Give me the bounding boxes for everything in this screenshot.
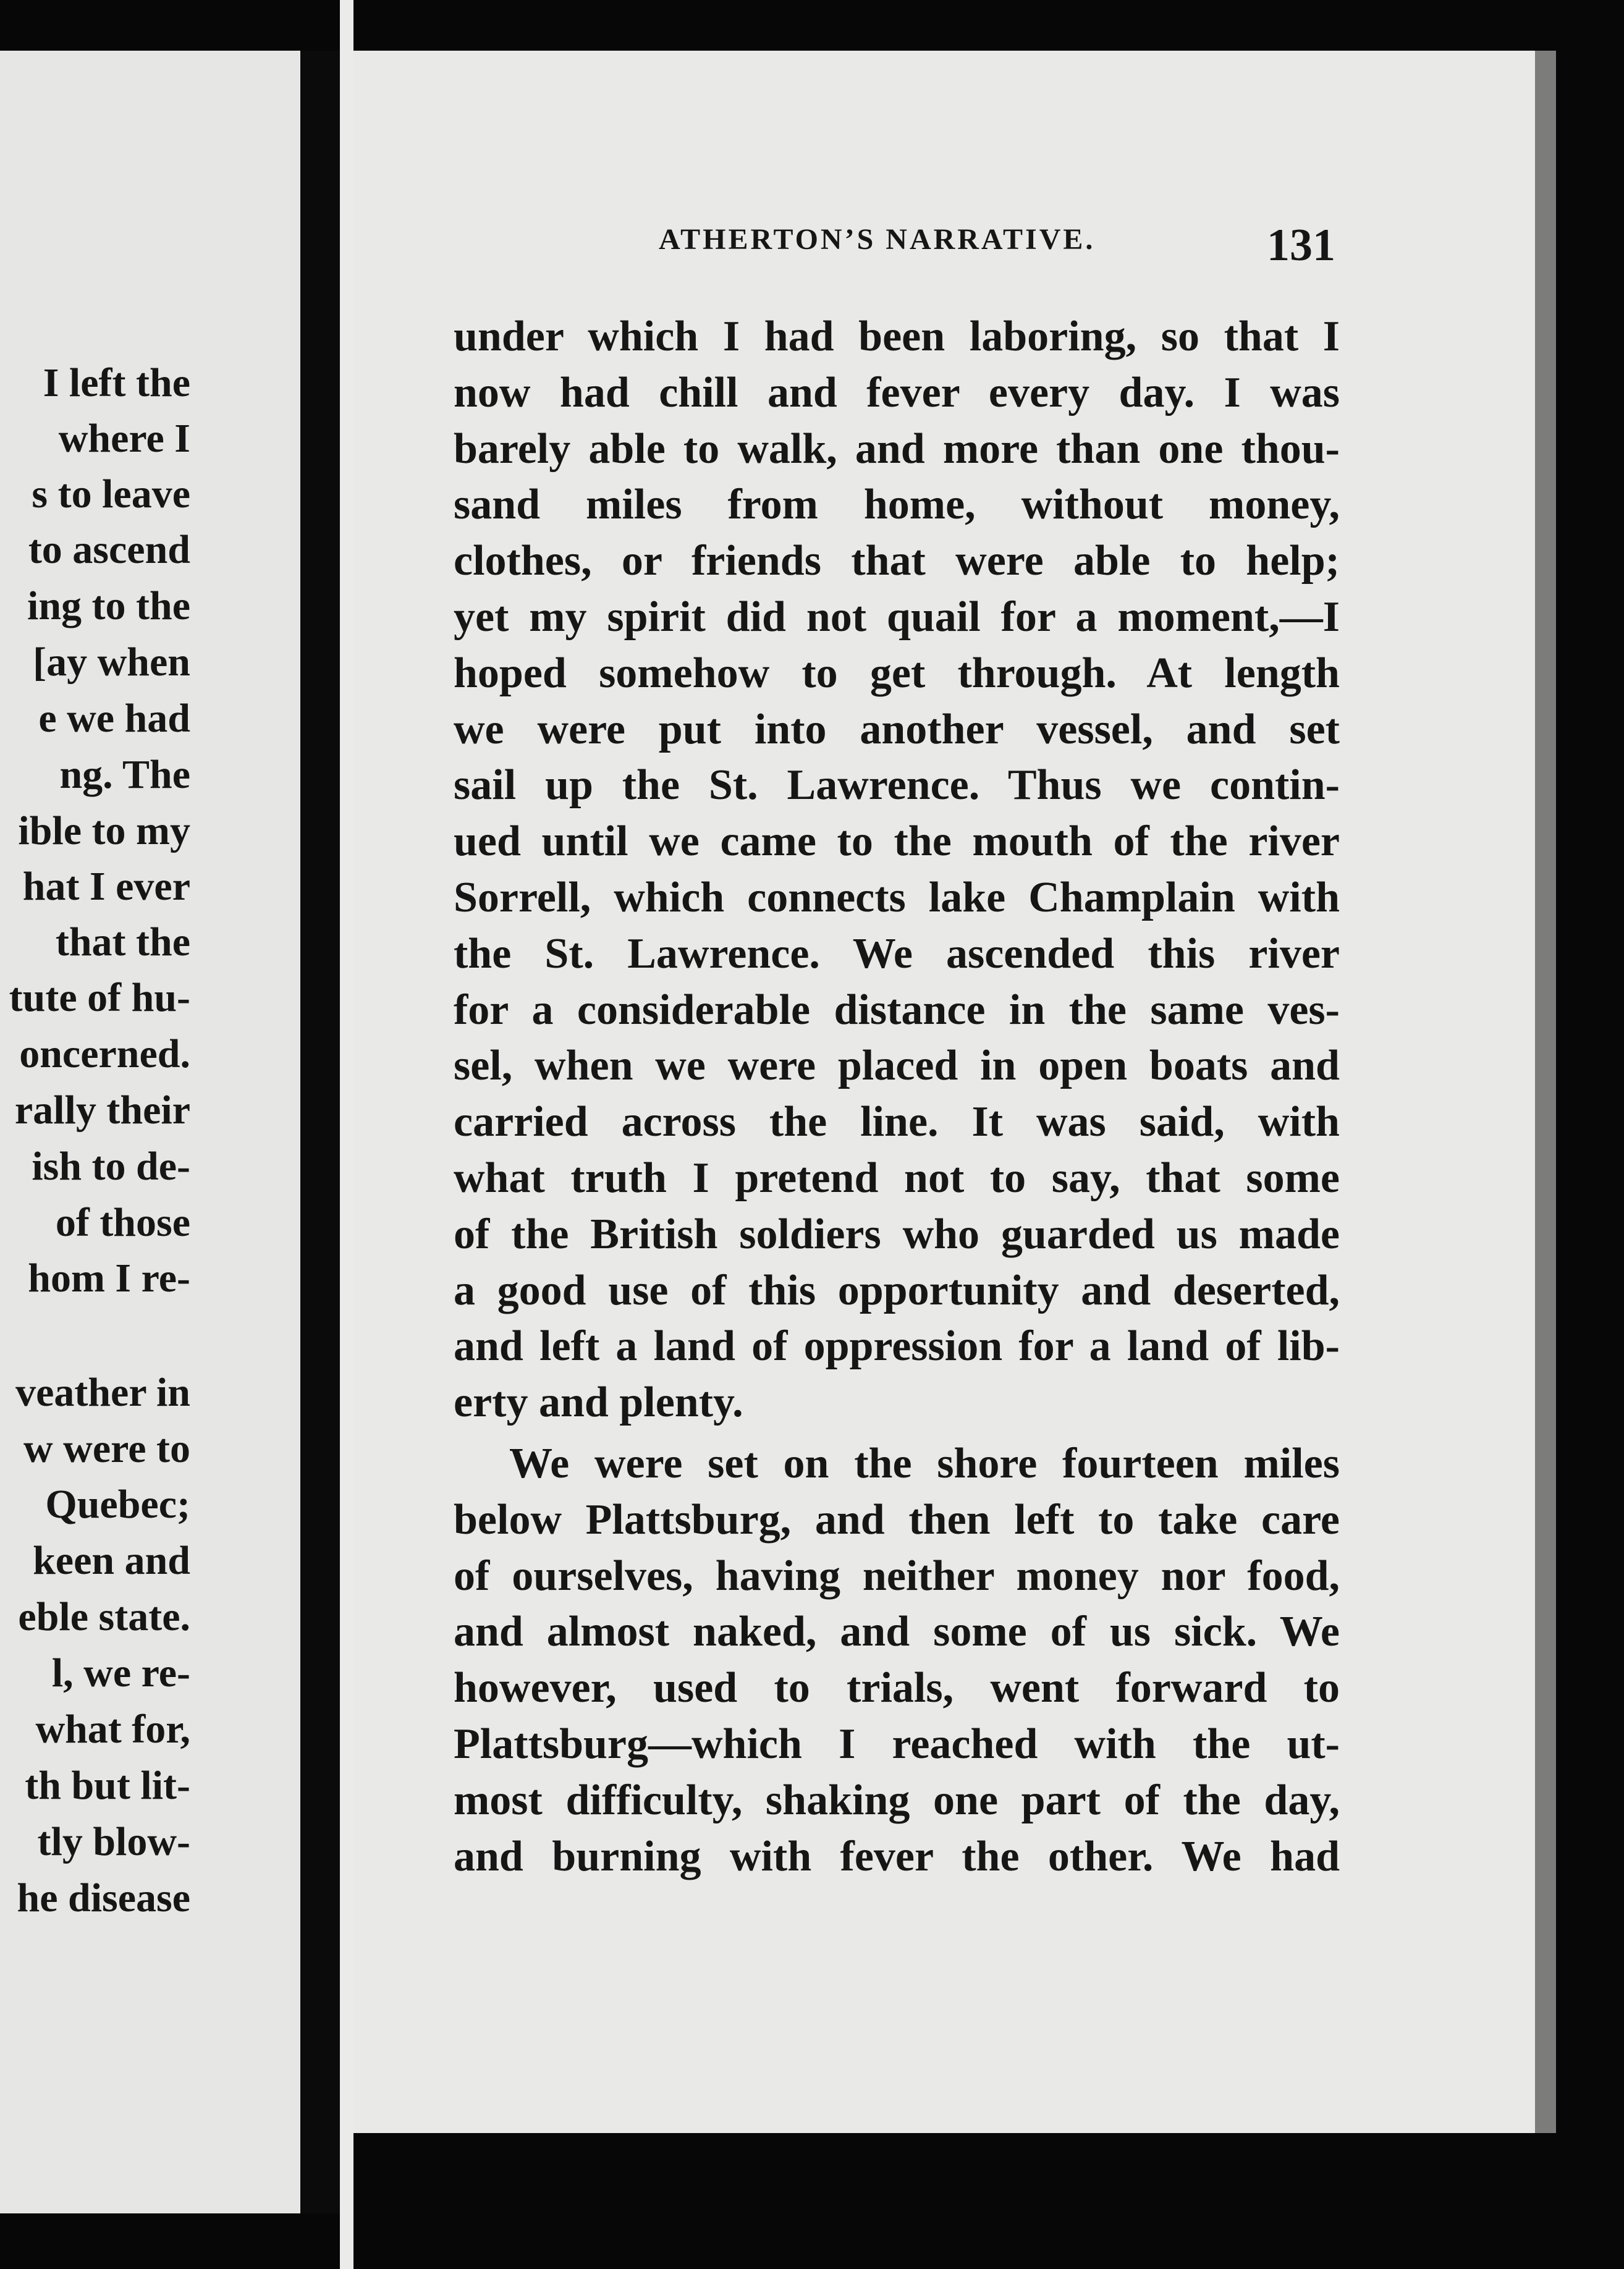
left-page-line: where I [58,416,190,461]
left-page-line: of those [55,1200,190,1245]
left-page-line: tly blow- [37,1819,190,1864]
text-line: a good use of this opportunity and deserted, [454,1266,1340,1314]
text-line: of the British soldiers who guarded us made [454,1210,1340,1258]
text-line: we were put into another vessel, and set [454,705,1340,753]
left-page-line: that the [55,919,190,965]
text-line: under which I had been laboring, so that I [454,313,1340,360]
left-page-line: ible to my [18,808,190,853]
text-line: the St. Lawrence. We ascended this river [454,929,1340,978]
left-page-line: [ay when [33,640,190,685]
left-page-line: l, we re- [51,1650,190,1696]
left-page-line: Quebec; [45,1482,190,1527]
text-line: of ourselves, having neither money nor food, [454,1552,1340,1600]
left-page-line: w were to [23,1426,190,1471]
left-page-line: keen and [33,1538,190,1583]
text-line: hoped somehow to get through. At length [454,649,1340,697]
text-line: Sorrell, which connects lake Champlain with [454,873,1340,921]
text-line: sel, when we were placed in open boats and [454,1042,1340,1090]
left-page-line: th but lit- [25,1763,190,1808]
text-line: yet my spirit did not quail for a moment,—I [454,593,1340,641]
left-page-line: e we had [38,696,190,741]
left-page-line: ing to the [27,583,190,628]
book-gutter [300,51,340,2213]
text-line: most difficulty, shaking one part of the day, [454,1776,1340,1824]
left-page-line: s to leave [32,471,190,517]
right-page-edge [1535,51,1556,2133]
text-line: below Plattsburg, and then left to take care [454,1495,1340,1544]
text-line: now had chill and fever every day. I was [454,368,1340,416]
running-header: ATHERTON’S NARRATIVE. [659,223,1096,256]
left-page-line: hom I re- [28,1256,190,1301]
page-number: 131 [1267,220,1335,271]
text-line: sail up the St. Lawrence. Thus we contin- [454,761,1340,809]
left-page-line: veather in [15,1370,190,1415]
text-line: however, used to trials, went forward to [454,1664,1340,1712]
text-line: sand miles from home, without money, [454,481,1340,529]
left-page-line: what for, [35,1707,190,1752]
text-line: erty and plenty. [454,1379,743,1427]
left-page-line: to ascend [28,527,190,572]
text-line: barely able to walk, and more than one thou- [454,425,1340,473]
left-facing-page [0,51,300,2213]
text-line: what truth I pretend not to say, that some [454,1154,1340,1202]
gutter-page-edge [340,0,353,2269]
text-line: and almost naked, and some of us sick. We [454,1608,1340,1656]
text-line: We were set on the shore fourteen miles [509,1439,1340,1487]
text-line: and left a land of oppression for a land of lib- [454,1322,1340,1371]
text-line: ued until we came to the mouth of the river [454,818,1340,866]
left-page-line: ish to de- [32,1144,190,1189]
left-page-line: eble state. [18,1594,190,1639]
left-page-line: ng. The [59,752,190,797]
body-text [454,309,1340,1885]
text-line: for a considerable distance in the same ves- [454,986,1340,1034]
text-line: clothes, or friends that were able to help; [454,537,1340,585]
left-page-line: rally their [14,1088,190,1133]
left-page-line: hat I ever [22,864,190,909]
text-line: carried across the line. It was said, with [454,1098,1340,1146]
paragraph-break [454,1431,1340,1436]
text-line: Plattsburg—which I reached with the ut- [454,1720,1340,1768]
left-page-line: he disease [17,1875,190,1920]
text-line: and burning with fever the other. We had [454,1832,1340,1880]
left-page-line: I left the [43,360,190,405]
left-page-line: tute of hu- [9,975,190,1020]
left-page-line: oncerned. [19,1031,190,1076]
